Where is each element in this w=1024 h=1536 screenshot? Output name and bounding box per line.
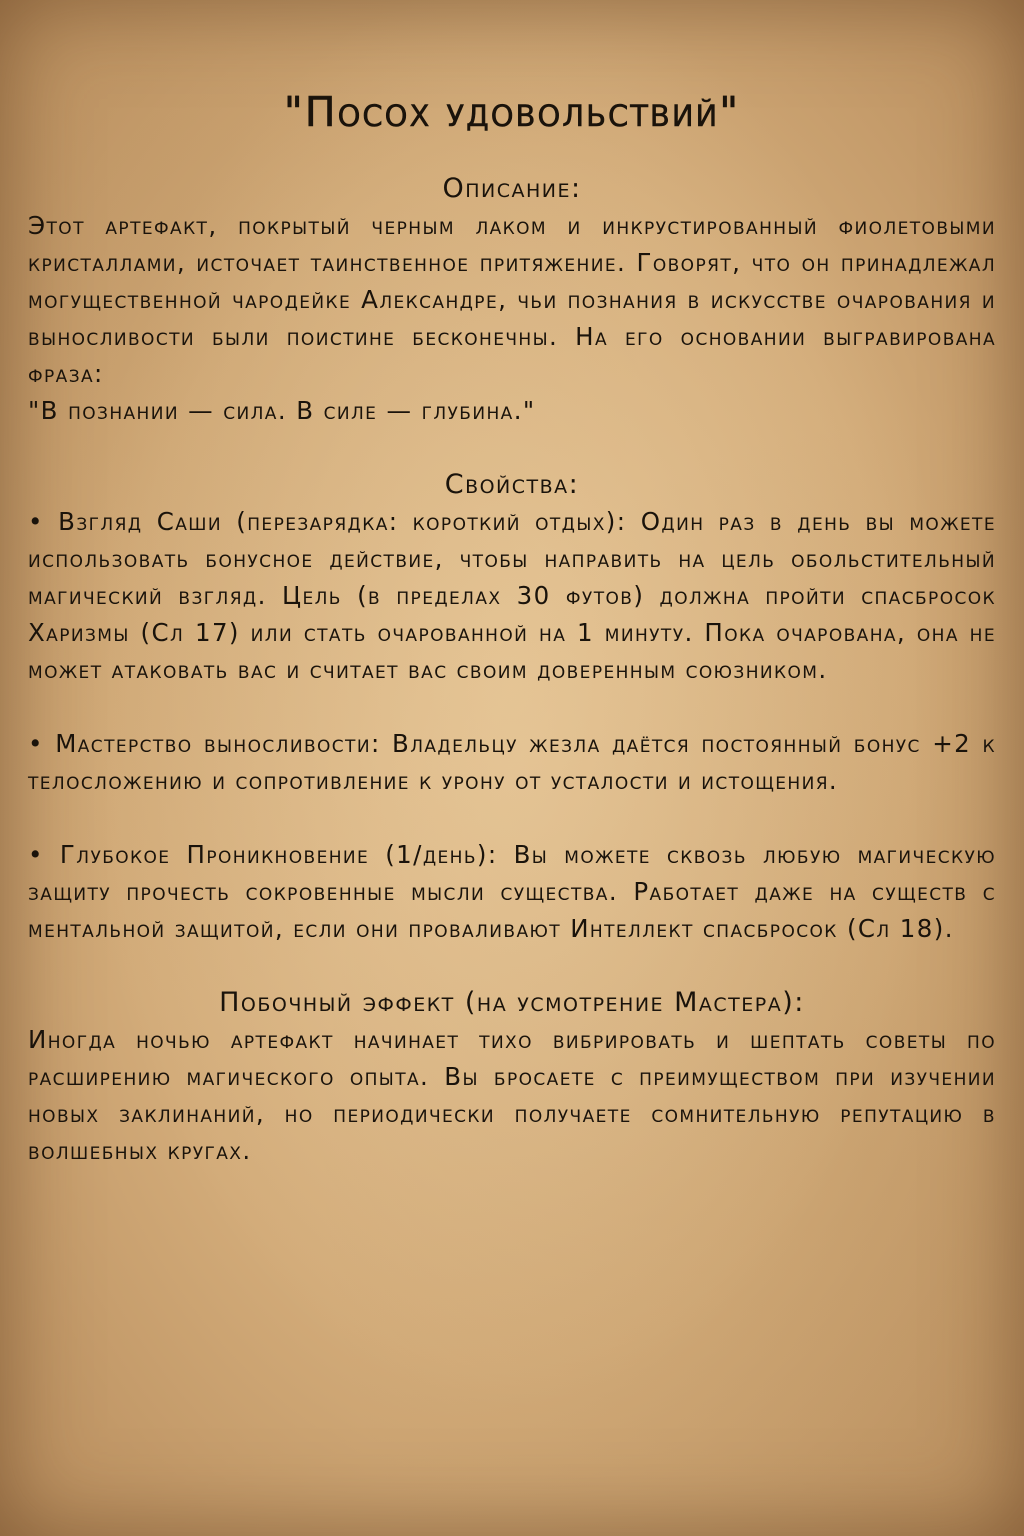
description-text: Этот артефакт, покрытый черным лаком и инкрустированный фиолетовыми кристаллами, источает таинственное притяжение. Говорят, что он принадлежал могущественной чародейке Александре, чьи познания в искусстве очарования и выносливости были поистине бесконечны. На его основании выгравирована фраза: (28, 211, 996, 388)
side-effect-section (28, 984, 996, 1169)
side-effect-text: Иногда ночью артефакт начинает тихо вибрировать и шептать советы по расширению магического опыта. Вы бросаете с преимуществом при изучении новых заклинаний, но периодически получаете сомнительную репутацию в волшебных кругах. (28, 1025, 996, 1165)
description-heading: Описание: (442, 173, 582, 204)
property-item-endurance: • Мастерство выносливости: Владельцу жезла даётся постоянный бонус +2 к телосложению и сопротивление к урону от усталости и истощения. (28, 729, 996, 795)
spacer (28, 947, 996, 984)
spacer (28, 799, 996, 836)
spacer (28, 688, 996, 725)
properties-section (28, 466, 996, 947)
spacer (28, 429, 996, 466)
property-item-gaze: • Взгляд Саши (перезарядка: короткий отдых): Один раз в день вы можете использовать бонусное действие, чтобы направить на цель обольстительный магический взгляд. Цель (в пределах 30 футов) должна пройти спасбросок Харизмы (Сл 17) или стать очарованной на 1 минуту. Пока очарована, она не может атаковать вас и считает вас своим доверенным союзником. (28, 507, 996, 684)
description-section (28, 170, 996, 429)
properties-heading: Свойства: (444, 469, 580, 500)
property-item-penetration: • Глубокое Проникновение (1/день): Вы можете сквозь любую магическую защиту прочесть сокровенные мысли существа. Работает даже на существ с ментальной защитой, если они проваливают Интеллект спасбросок (Сл 18). (28, 840, 996, 943)
page-title: "Посох удовольствий" (283, 88, 741, 136)
description-quote: "В познании — сила. В силе — глубина." (28, 396, 536, 425)
side-effect-heading: Побочный эффект (на усмотрение Мастера): (219, 987, 805, 1018)
